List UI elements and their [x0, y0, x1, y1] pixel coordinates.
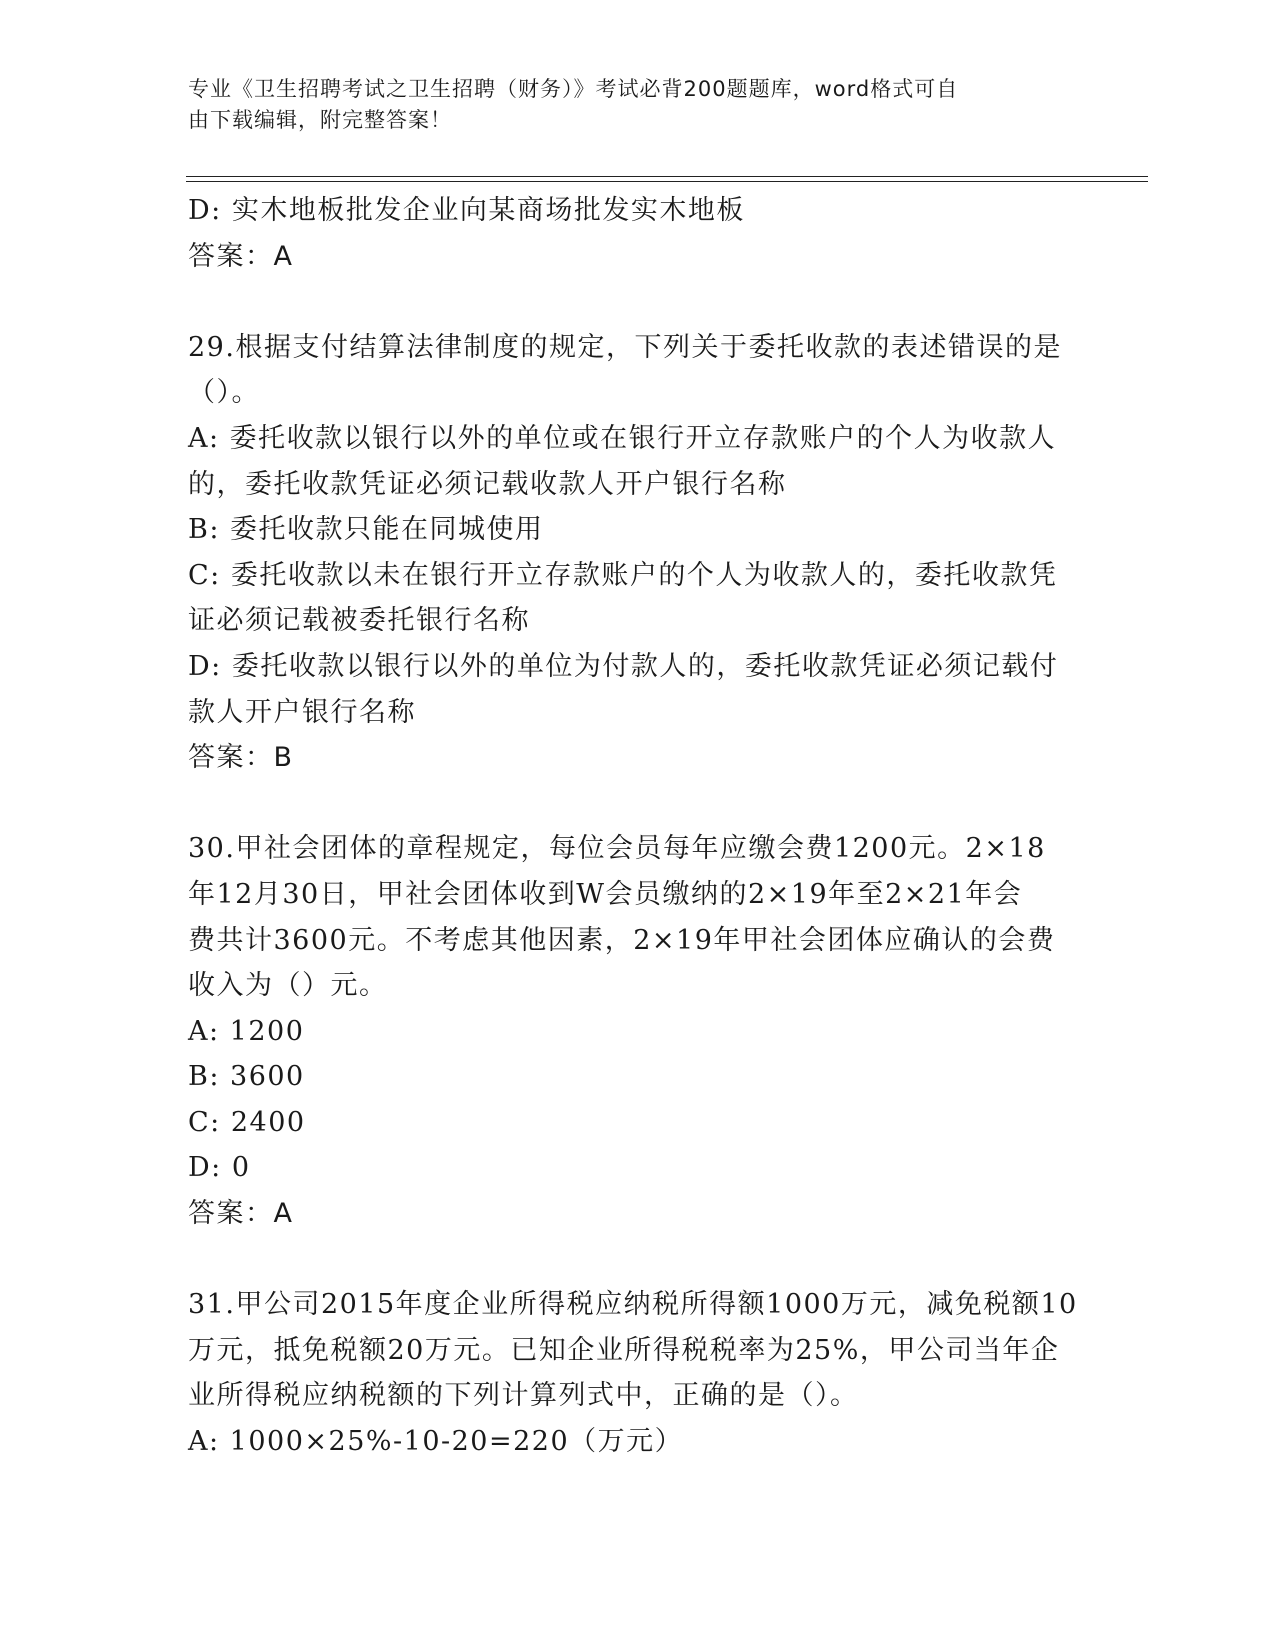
q29-option-d-line-2: 款人开户银行名称 — [188, 696, 416, 728]
q30-option-c: C: 2400 — [188, 1106, 306, 1138]
q31-option-a: A: 1000×25%-10-20=220（万元） — [188, 1426, 684, 1458]
q30-stem-line-1: 30.甲社会团体的章程规定，每位会员每年应缴会费1200元。2×18 — [188, 833, 1046, 865]
q30-stem-line-4: 收入为（）元。 — [188, 970, 388, 1002]
q31-stem-line-1: 31.甲公司2015年度企业所得税应纳税所得额1000万元，减免税额10 — [188, 1289, 1078, 1321]
q28-answer: 答案：A — [188, 240, 294, 272]
q30-answer: 答案：A — [188, 1198, 294, 1230]
document-header — [188, 74, 1068, 136]
spacer — [188, 279, 1078, 325]
spacer — [188, 781, 1078, 827]
q29-option-c-line-2: 证必须记载被委托银行名称 — [188, 605, 530, 637]
question-content — [188, 188, 1078, 1465]
q29-option-b: B: 委托收款只能在同城使用 — [188, 514, 544, 546]
q31-stem-line-3: 业所得税应纳税额的下列计算列式中，正确的是（）。 — [188, 1380, 859, 1412]
question-28-tail — [188, 188, 1078, 279]
q29-option-a-line-2: 的，委托收款凭证必须记载收款人开户银行名称 — [188, 468, 787, 500]
q29-option-c-line-1: C: 委托收款以未在银行开立存款账户的个人为收款人的，委托收款凭 — [188, 559, 1058, 591]
q28-option-d: D: 实木地板批发企业向某商场批发实木地板 — [188, 195, 745, 226]
q29-option-d-line-1: D: 委托收款以银行以外的单位为付款人的，委托收款凭证必须记载付 — [188, 650, 1059, 682]
header-rule-top — [186, 176, 1148, 177]
q29-option-a-line-1: A: 委托收款以银行以外的单位或在银行开立存款账户的个人为收款人 — [188, 422, 1057, 454]
question-30 — [188, 826, 1078, 1236]
q30-stem-line-2: 年12月30日，甲社会团体收到W会员缴纳的2×19年至2×21年会 — [188, 878, 1023, 910]
question-29 — [188, 325, 1078, 781]
q29-stem-line-2: （）。 — [188, 377, 260, 409]
q30-stem-line-3: 费共计3600元。不考虑其他因素，2×19年甲社会团体应确认的会费 — [188, 924, 1056, 956]
spacer — [188, 1237, 1078, 1283]
q30-option-d: D: 0 — [188, 1152, 251, 1184]
q29-stem-line-1: 29.根据支付结算法律制度的规定，下列关于委托收款的表述错误的是 — [188, 331, 1062, 363]
header-rule-bottom — [186, 181, 1148, 182]
q29-answer: 答案：B — [188, 742, 294, 774]
q30-option-a: A: 1200 — [188, 1015, 305, 1047]
header-line-2: 由下载编辑，附完整答案！ — [188, 108, 452, 132]
q31-stem-line-2: 万元，抵免税额20万元。已知企业所得税税率为25%，甲公司当年企 — [188, 1334, 1060, 1366]
header-line-1: 专业《卫生招聘考试之卫生招聘（财务）》考试必背200题题库，word格式可自 — [188, 77, 959, 101]
question-31 — [188, 1282, 1078, 1464]
q30-option-b: B: 3600 — [188, 1061, 305, 1093]
